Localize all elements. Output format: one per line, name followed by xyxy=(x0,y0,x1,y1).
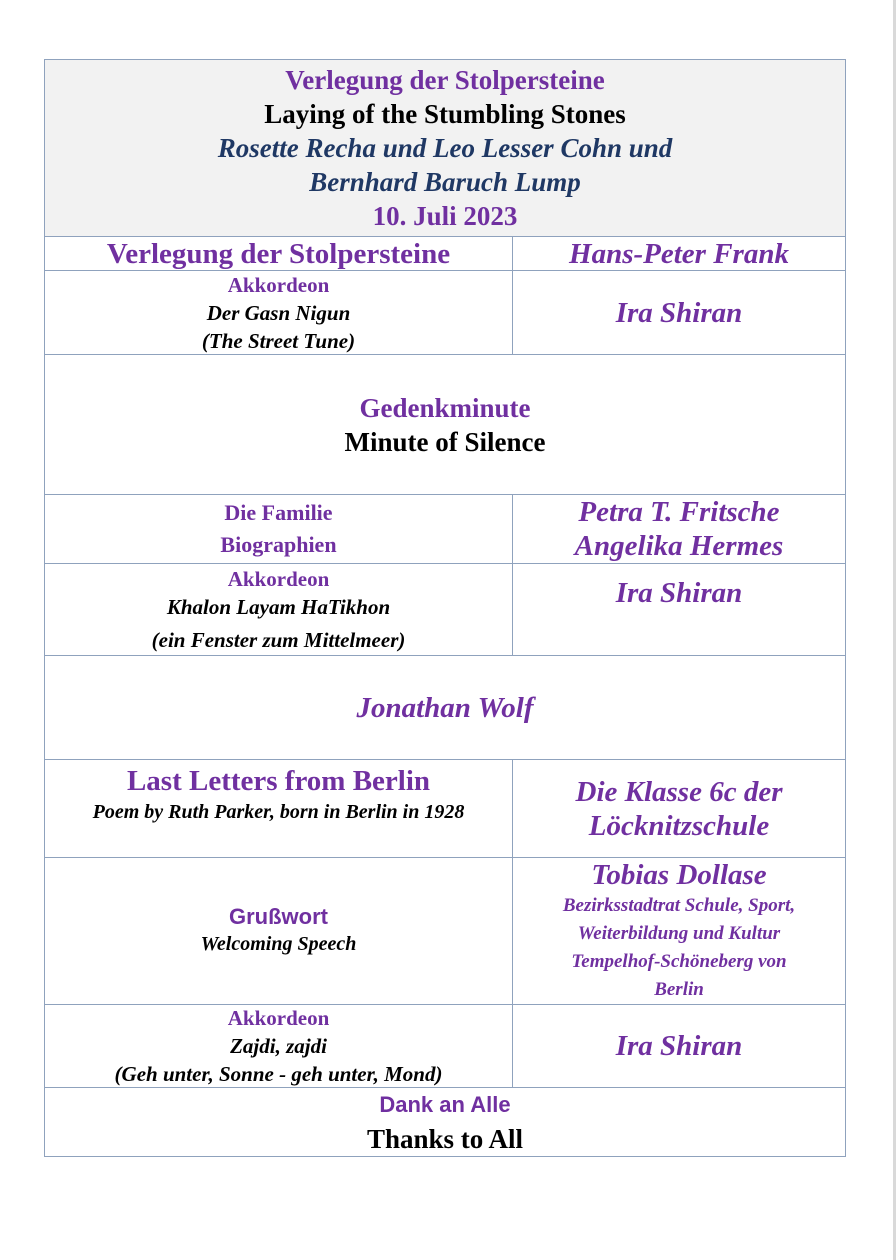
header-names-line2: Bernhard Baruch Lump xyxy=(309,167,581,197)
row4-right xyxy=(513,495,845,563)
row8-performer: Tobias Dollase xyxy=(591,859,767,891)
row8-title: Grußwort xyxy=(229,904,328,929)
row4-left xyxy=(45,495,512,563)
row3-title-en: Minute of Silence xyxy=(344,426,546,457)
row8-line1: Welcoming Speech xyxy=(200,933,357,955)
header-cell xyxy=(45,60,845,236)
row4-performer1: Petra T. Fritsche xyxy=(578,496,780,528)
header-title-de: Verlegung der Stolpersteine xyxy=(285,65,605,95)
row2-line2: (The Street Tune) xyxy=(201,328,356,353)
row10-full xyxy=(45,1088,845,1156)
row9-title: Akkordeon xyxy=(227,1006,330,1030)
row8-role3: Tempelhof-Schöneberg von xyxy=(571,951,787,972)
row9-right xyxy=(513,1005,845,1087)
row4-performer2: Angelika Hermes xyxy=(574,530,784,562)
row2-right xyxy=(513,271,845,354)
row4-line2: Biographien xyxy=(220,532,337,557)
header-date: 10. Juli 2023 xyxy=(372,201,518,231)
row8-role1: Bezirksstadtrat Schule, Sport, xyxy=(562,895,796,916)
row5-line1: Khalon Layam HaTikhon xyxy=(166,595,391,619)
row9-line1: Zajdi, zajdi xyxy=(230,1034,327,1058)
row2-title: Akkordeon xyxy=(227,272,330,297)
row5-left xyxy=(45,564,512,655)
row1-performer: Hans-Peter Frank xyxy=(569,237,789,270)
row7-line1: Poem by Ruth Parker, born in Berlin in 1928 xyxy=(92,801,465,823)
row2-line1: Der Gasn Nigun xyxy=(206,300,351,325)
row9-left xyxy=(45,1005,512,1087)
row10-title-de: Dank an Alle xyxy=(379,1092,511,1117)
row7-performer2: Löcknitzschule xyxy=(588,809,770,842)
header-title-en: Laying of the Stumbling Stones xyxy=(264,99,626,129)
row4-line1: Die Familie xyxy=(224,500,333,525)
row8-right xyxy=(513,858,845,1004)
row7-left xyxy=(45,760,512,857)
header-names-line1: Rosette Recha und Leo Lesser Cohn und xyxy=(217,133,673,163)
row8-left xyxy=(45,858,512,1004)
row9-performer: Ira Shiran xyxy=(615,1030,743,1062)
row3-full xyxy=(45,355,845,494)
row5-line2: (ein Fenster zum Mittelmeer) xyxy=(151,628,406,652)
row7-title: Last Letters from Berlin xyxy=(126,765,431,797)
row10-title-en: Thanks to All xyxy=(366,1124,524,1154)
row1-left xyxy=(45,237,512,270)
row5-right xyxy=(513,564,845,655)
row3-title-de: Gedenkminute xyxy=(359,392,531,423)
row7-performer1: Die Klasse 6c der xyxy=(575,775,783,808)
row1-right xyxy=(513,237,845,270)
row6-performer: Jonathan Wolf xyxy=(356,691,534,724)
row9-line2: (Geh unter, Sonne - geh unter, Mond) xyxy=(114,1062,443,1086)
row6-full xyxy=(45,656,845,759)
row8-role2: Weiterbildung und Kultur xyxy=(577,923,781,944)
row7-right xyxy=(513,760,845,857)
program-table xyxy=(44,59,846,1157)
row5-title: Akkordeon xyxy=(227,567,330,591)
row1-title: Verlegung der Stolpersteine xyxy=(106,237,451,270)
row2-performer: Ira Shiran xyxy=(615,296,743,329)
row5-performer: Ira Shiran xyxy=(615,577,743,609)
row2-left xyxy=(45,271,512,354)
row8-role4: Berlin xyxy=(654,979,704,1000)
